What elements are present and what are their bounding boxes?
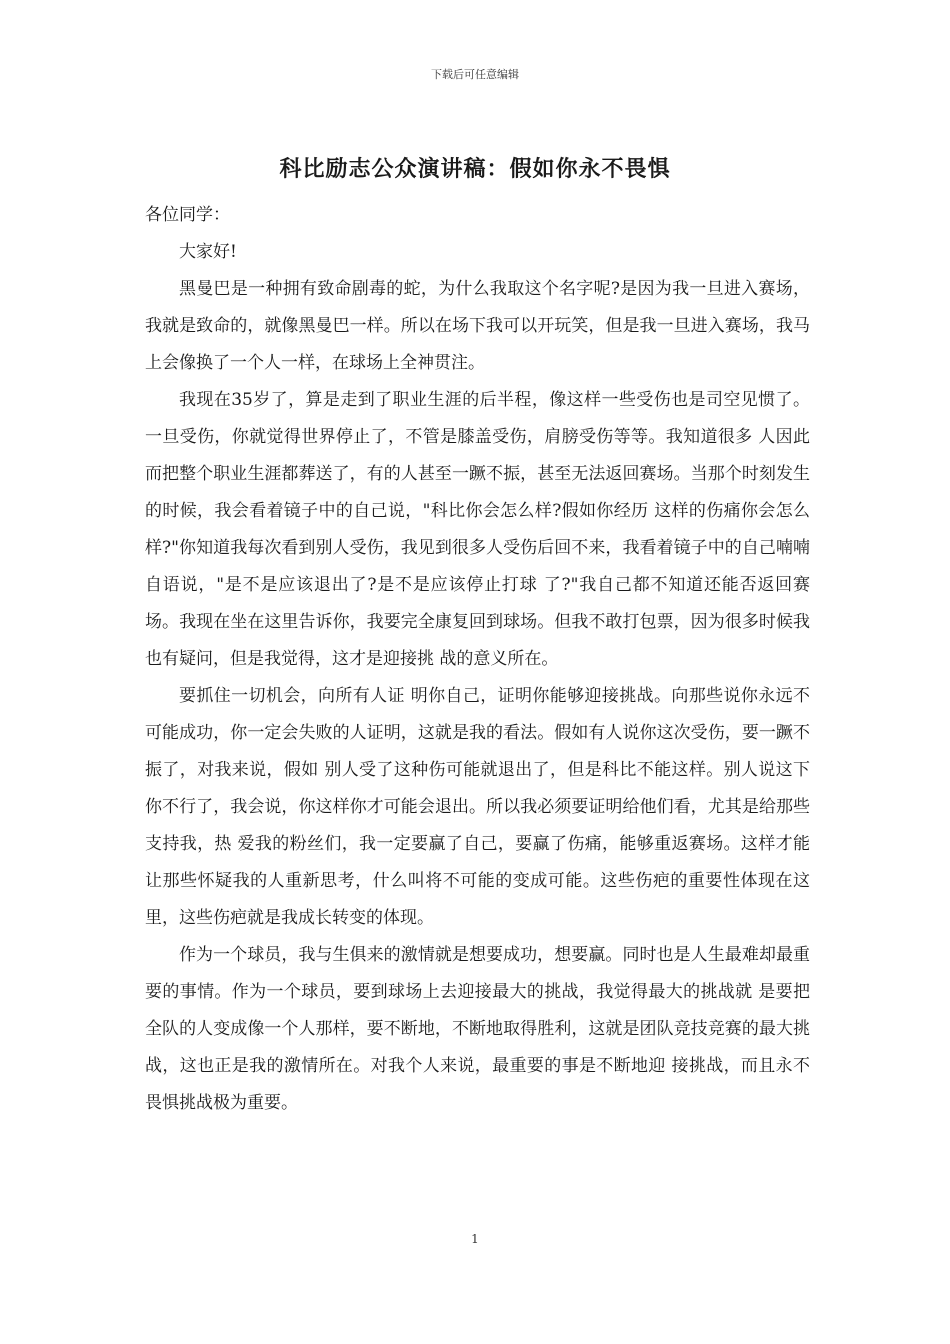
paragraph: 我现在35岁了，算是走到了职业生涯的后半程，像这样一些受伤也是司空见惯了。一旦受伤，你就觉得世界停止了，不管是膝盖受伤，肩膀受伤等等。我知道很多 人因此而把整个职业生涯都葬送了，有的人甚至一蹶不振，甚至无法返回赛场。当那个时刻发生的时候，我会看着镜子中的自己说，"科比你会怎么样?假如你经历 这样的伤痛你会怎么样?"你知道我每次看到别人受伤，我见到很多人受伤后回不来，我看着镜子中的自己喃喃自语说，"是不是应该退出了?是不是应该停止打球 了?"我自己都不知道还能否返回赛场。我现在坐在这里告诉你，我要完全康复回到球场。但我不敢打包票，因为很多时候我也有疑问，但是我觉得，这才是迎接挑 战的意义所在。 (145, 390, 810, 669)
page-number: 1 (471, 1232, 479, 1246)
paragraph: 大家好! (179, 242, 237, 262)
header-note: 下载后可任意编辑 (431, 68, 519, 81)
paragraph: 作为一个球员，我与生俱来的激情就是想要成功，想要赢。同时也是人生最难却最重要的事情。作为一个球员，要到球场上去迎接最大的挑战，我觉得最大的挑战就 是要把全队的人变成像一个人那样，要不断地，不断地取得胜利，这就是团队竞技竞赛的最大挑战，这也正是我的激情所在。对我个人来说，最重要的事是不断地迎 接挑战，而且永不畏惧挑战极为重要。 (145, 945, 810, 1113)
paragraph: 要抓住一切机会，向所有人证 明你自己，证明你能够迎接挑战。向那些说你永远不可能成功，你一定会失败的人证明，这就是我的看法。假如有人说你这次受伤，要一蹶不振了，对我来说，假如 别人受了这种伤可能就退出了，但是科比不能这样。别人说这下你不行了，我会说，你这样你才可能会退出。所以我必须要证明给他们看，尤其是给那些支持我，热 爱我的粉丝们，我一定要赢了自己，要赢了伤痛，能够重返赛场。这样才能让那些怀疑我的人重新思考，什么叫将不可能的变成可能。这些伤疤的重要性体现在这 里，这些伤疤就是我成长转变的体现。 (145, 686, 810, 928)
document-title: 科比励志公众演讲稿：假如你永不畏惧 (279, 156, 671, 182)
paragraph: 黑曼巴是一种拥有致命剧毒的蛇，为什么我取这个名字呢?是因为我一旦进入赛场，我就是致命的，就像黑曼巴一样。所以在场下我可以开玩笑，但是我一旦进入赛场，我马上会像换了一个人一样，在球场上全神贯注。 (145, 279, 810, 373)
salutation: 各位同学： (145, 205, 230, 225)
document-body (145, 197, 810, 1122)
